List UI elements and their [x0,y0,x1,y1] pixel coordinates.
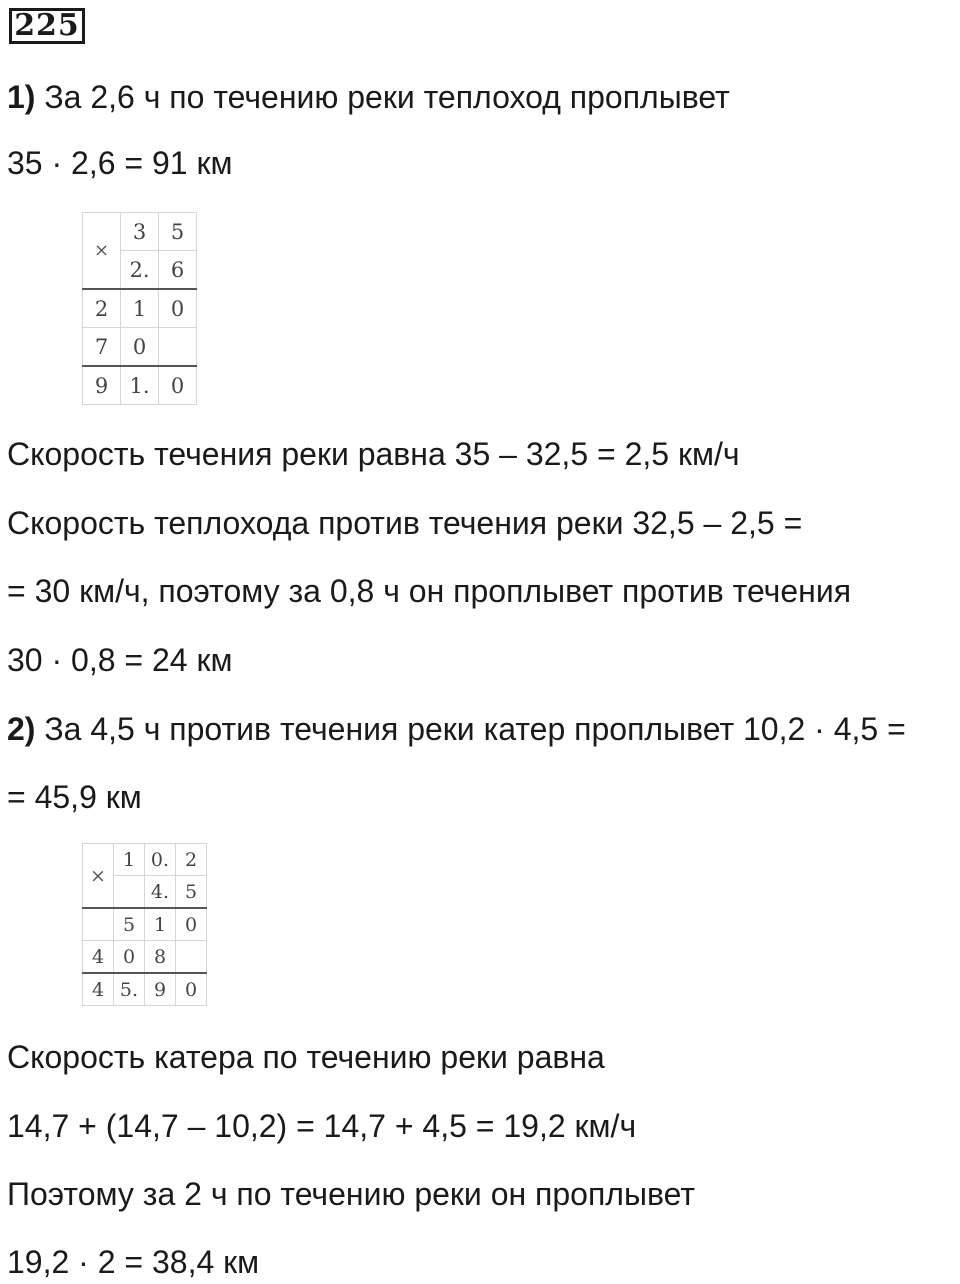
grid-cell: 2 [176,844,207,876]
grid-cell: 3 [121,213,159,251]
grid-cell: 0 [159,366,197,405]
grid-cell: 5 [176,876,207,909]
grid-cell: 5 [114,908,145,941]
grid-cell: 2 [83,289,121,328]
part1-calc-line: 35 · 2,6 = 91 км [7,145,233,181]
grid-cell [83,908,114,941]
grid-cell: 2. [121,251,159,290]
part1-upstream-speed: Скорость теплохода против течения реки 32,5 – 2,5 = [7,505,803,541]
grid-cell: 9 [145,973,176,1006]
part1-multiplication-grid [82,212,197,405]
grid-cell [176,941,207,974]
grid-cell: 9 [83,366,121,405]
part2-multiplication-grid [82,843,207,1006]
part1-intro [7,77,730,117]
problem-number: 225 [9,8,85,44]
part2-downstream-intro: Поэтому за 2 ч по течению реки он проплывет [7,1176,695,1212]
grid-cell: 0 [159,289,197,328]
grid-cell: 5. [114,973,145,1006]
grid-cell: 4 [83,941,114,974]
part2-intro-cont: = 45,9 км [7,779,142,815]
grid-cell: 1 [121,289,159,328]
grid-cell [114,876,145,909]
grid-cell: 0 [121,328,159,367]
grid-cell: 4. [145,876,176,909]
part2-downstream-speed-calc: 14,7 + (14,7 – 10,2) = 14,7 + 4,5 = 19,2 км/ч [7,1108,637,1144]
grid-cell [159,328,197,367]
grid-cell: 5 [159,213,197,251]
part1-marker: 1) [7,79,36,115]
grid-cell: 7 [83,328,121,367]
part2-intro-text: За 4,5 ч против течения реки катер проплывет 10,2 · 4,5 = [35,711,906,747]
part2-intro [7,709,906,749]
part1-current-speed: Скорость течения реки равна 35 – 32,5 = 2,5 км/ч [7,436,740,472]
grid-cell: 0. [145,844,176,876]
part2-downstream-speed-label: Скорость катера по течению реки равна [7,1039,605,1075]
grid-cell: 0 [176,908,207,941]
multiply-sign: × [83,844,114,909]
part1-intro-text: За 2,6 ч по течению реки теплоход проплывет [35,79,730,115]
grid-cell: 8 [145,941,176,974]
grid-cell: 6 [159,251,197,290]
grid-cell: 1. [121,366,159,405]
grid-cell: 4 [83,973,114,1006]
multiply-sign: × [83,213,121,290]
part2-marker: 2) [7,711,36,747]
grid-cell: 0 [176,973,207,1006]
part1-upstream-distance: 30 · 0,8 = 24 км [7,642,233,678]
grid-cell: 0 [114,941,145,974]
part1-upstream-speed-cont: = 30 км/ч, поэтому за 0,8 ч он проплывет против течения [7,573,852,609]
part2-downstream-distance: 19,2 · 2 = 38,4 км [7,1244,260,1280]
grid-cell: 1 [114,844,145,876]
grid-cell: 1 [145,908,176,941]
